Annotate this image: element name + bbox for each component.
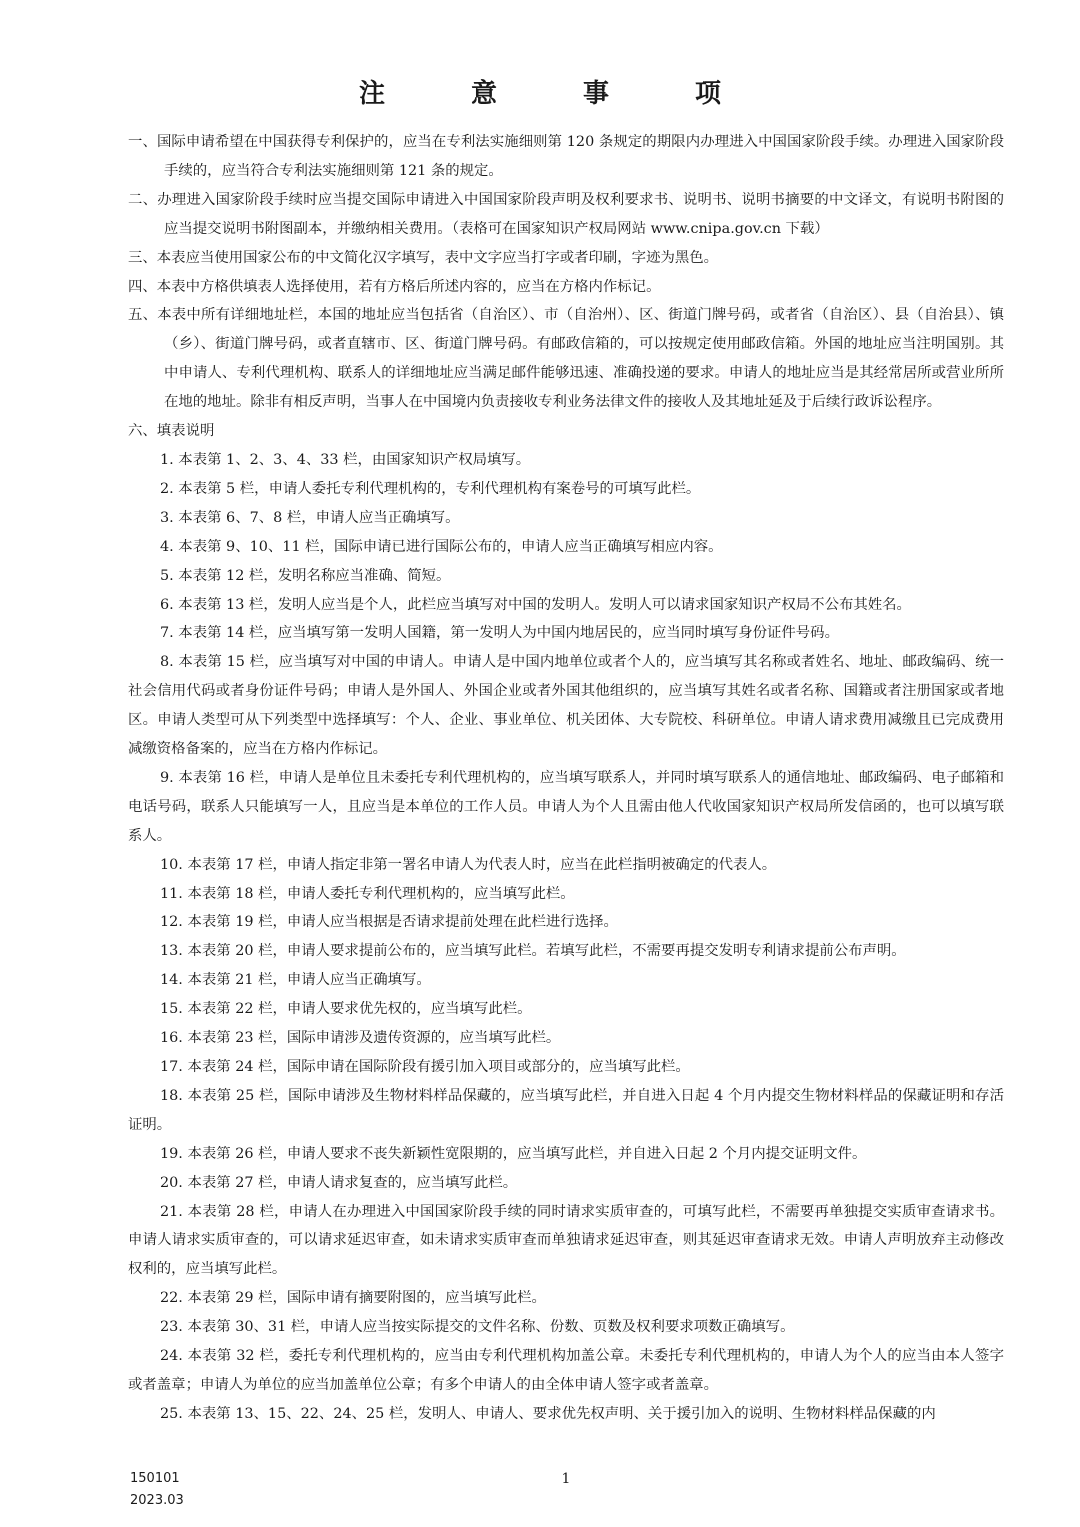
instruction-item-6: 6. 本表第 13 栏，发明人应当是个人，此栏应当填写对中国的发明人。发明人可以请求国家知识产权局不公布其姓名。 — [160, 596, 911, 613]
instruction-item-17: 17. 本表第 24 栏，国际申请在国际阶段有援引加入项目或部分的，应当填写此栏。 — [160, 1059, 690, 1075]
form-code: 150101 — [130, 1471, 180, 1486]
instruction-item-13: 13. 本表第 20 栏，申请人要求提前公布的，应当填写此栏。若填写此栏，不需要再提交发明专利请求提前公布声明。 — [160, 943, 906, 960]
instruction-item-3: 3. 本表第 6、7、8 栏，申请人应当正确填写。 — [160, 509, 460, 526]
instruction-item-22: 22. 本表第 29 栏，国际申请有摘要附图的，应当填写此栏。 — [160, 1290, 546, 1307]
notice-section-3: 三、本表应当使用国家公布的中文简化汉字填写，表中文字应当打字或者印刷，字迹为黑色。 — [128, 249, 719, 266]
notice-section-5: 五、本表中所有详细地址栏，本国的地址应当包括省（自治区）、市（自治州）、区、街道门牌号码，或者省（自治区）、县（自治县）、镇（乡）、街道门牌号码，或者直辖市、区、街道门牌号码。有邮政信箱的，可以按规定使用邮政信箱。外国的地址应当注明国别。其中申请人、专利代理机构、联系人的详细地址应当满足邮件能够迅速、准确投递的要求。申请人的地址应当是其经常居所或营业所所在地的地址。除非有相反声明，当事人在中国境内负责接收专利业务法律文件的接收人及其地址延及于后续行政诉讼程序。 — [128, 307, 1004, 411]
form-version-date: 2023.03 — [130, 1493, 184, 1508]
instruction-item-14: 14. 本表第 21 栏，申请人应当正确填写。 — [160, 972, 431, 989]
instruction-item-16: 16. 本表第 23 栏，国际申请涉及遗传资源的，应当填写此栏。 — [160, 1030, 561, 1047]
notice-body — [128, 128, 1004, 1429]
instruction-item-1: 1. 本表第 1、2、3、4、33 栏，由国家知识产权局填写。 — [160, 451, 531, 468]
instruction-item-10: 10. 本表第 17 栏，申请人指定非第一署名申请人为代表人时，应当在此栏指明被确定的代表人。 — [160, 856, 777, 873]
instruction-item-7: 7. 本表第 14 栏，应当填写第一发明人国籍，第一发明人为中国内地居民的，应当同时填写身份证件号码。 — [160, 625, 839, 642]
instruction-item-24: 24. 本表第 32 栏，委托专利代理机构的，应当由专利代理机构加盖公章。未委托专利代理机构的，申请人为个人的应当由本人签字或者盖章；申请人为单位的应当加盖单位公章；有多个申请人的由全体申请人签字或者盖章。 — [128, 1348, 1004, 1393]
instruction-item-20: 20. 本表第 27 栏，申请人请求复查的，应当填写此栏。 — [160, 1174, 518, 1191]
instruction-item-11: 11. 本表第 18 栏，申请人委托专利代理机构的，应当填写此栏。 — [160, 885, 575, 902]
page-title: 注 意 事 项 — [358, 79, 751, 109]
instruction-item-9: 9. 本表第 16 栏，申请人是单位且未委托专利代理机构的，应当填写联系人，并同时填写联系人的通信地址、邮政编码、电子邮箱和电话号码，联系人只能填写一人，且应当是本单位的工作人员。申请人为个人且需由他人代收国家知识产权局所发信函的，也可以填写联系人。 — [128, 769, 1004, 844]
instruction-item-8: 8. 本表第 15 栏，应当填写对中国的申请人。申请人是中国内地单位或者个人的，应当填写其名称或者姓名、地址、邮政编码、统一社会信用代码或者身份证件号码；申请人是外国人、外国企业或者外国其他组织的，应当填写其姓名或者名称、国籍或者注册国家或者地区。申请人类型可从下列类型中选择填写：个人、企业、事业单位、机关团体、大专院校、科研单位。申请人请求费用减缴且已完成费用减缴资格备案的，应当在方格内作标记。 — [128, 654, 1004, 758]
instruction-item-18: 18. 本表第 25 栏，国际申请涉及生物材料样品保藏的，应当填写此栏，并自进入日起 4 个月内提交生物材料样品的保藏证明和存活证明。 — [128, 1087, 1004, 1133]
instruction-item-21: 21. 本表第 28 栏，申请人在办理进入中国国家阶段手续的同时请求实质审查的，可填写此栏，不需要再单独提交实质审查请求书。申请人请求实质审查的，可以请求延迟审查，如未请求实质审查而单独请求延迟审查，则其延迟审查请求无效。申请人声明放弃主动修改权利的，应当填写此栏。 — [128, 1203, 1004, 1278]
instruction-item-23: 23. 本表第 30、31 栏，申请人应当按实际提交的文件名称、份数、页数及权利要求项数正确填写。 — [160, 1319, 795, 1336]
section-heading-instructions: 六、填表说明 — [128, 423, 215, 440]
notice-section-1: 一、国际申请希望在中国获得专利保护的，应当在专利法实施细则第 120 条规定的期限内办理进入中国国家阶段手续。办理进入国家阶段手续的，应当符合专利法实施细则第 121 条的规定。 — [128, 134, 1004, 179]
notice-section-2: 二、办理进入国家阶段手续时应当提交国际申请进入中国国家阶段声明及权利要求书、说明书、说明书摘要的中文译文，有说明书附图的应当提交说明书附图副本，并缴纳相关费用。（表格可在国家知识产权局网站 www.cnipa.gov.cn 下载） — [128, 191, 1004, 237]
instruction-item-25: 25. 本表第 13、15、22、24、25 栏，发明人、申请人、要求优先权声明、关于援引加入的说明、生物材料样品保藏的内 — [160, 1405, 936, 1422]
instruction-list — [128, 446, 1004, 1429]
instruction-item-19: 19. 本表第 26 栏，申请人要求不丧失新颖性宽限期的，应当填写此栏，并自进入日起 2 个月内提交证明文件。 — [160, 1145, 867, 1162]
instruction-item-2: 2. 本表第 5 栏，申请人委托专利代理机构的，专利代理机构有案卷号的可填写此栏。 — [160, 480, 701, 497]
page-number: 1 — [561, 1471, 571, 1487]
instruction-item-15: 15. 本表第 22 栏，申请人要求优先权的，应当填写此栏。 — [160, 1001, 532, 1018]
instruction-item-4: 4. 本表第 9、10、11 栏，国际申请已进行国际公布的，申请人应当正确填写相应内容。 — [160, 538, 723, 555]
notice-section-4: 四、本表中方格供填表人选择使用，若有方格后所述内容的，应当在方格内作标记。 — [128, 278, 661, 295]
instruction-item-5: 5. 本表第 12 栏，发明名称应当准确、简短。 — [160, 567, 451, 584]
instruction-item-12: 12. 本表第 19 栏，申请人应当根据是否请求提前处理在此栏进行选择。 — [160, 914, 618, 931]
